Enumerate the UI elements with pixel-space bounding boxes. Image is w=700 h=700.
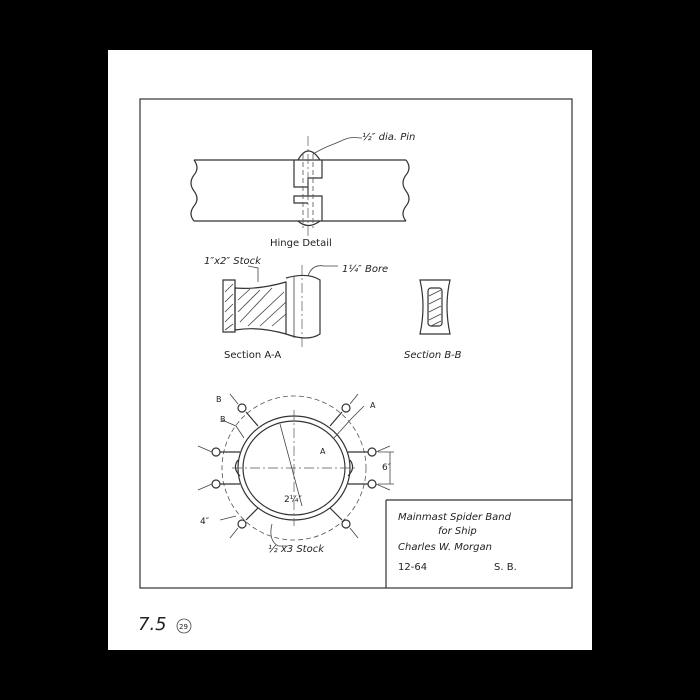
dim-arm: 4″ — [200, 517, 210, 527]
bore-label: 1¼″ Bore — [342, 264, 389, 275]
hinge-caption: Hinge Detail — [270, 238, 332, 249]
label-a-top: A — [370, 401, 376, 410]
hinge-detail — [191, 131, 415, 249]
break-line-left — [191, 160, 197, 221]
page-note-circled: 29 — [179, 623, 188, 631]
stock-label: 1″x2″ Stock — [204, 256, 261, 267]
section-bb-hatching — [429, 290, 441, 326]
band-centerlines — [232, 410, 356, 526]
section-aa-caption: Section A-A — [224, 350, 282, 361]
title-line1: Mainmast Spider Band — [398, 512, 511, 523]
bore-leader — [308, 266, 338, 276]
hinge-bar-edges — [194, 160, 406, 221]
label-a-inner: A — [320, 447, 326, 456]
section-hatching — [225, 284, 286, 330]
section-bb-caption: Section B-B — [404, 350, 462, 361]
section-bb-core — [428, 288, 442, 326]
right-hub — [286, 275, 320, 338]
spider-band — [198, 394, 394, 555]
break-line-right — [403, 160, 409, 221]
section-bb — [404, 280, 462, 361]
pin-tail — [298, 221, 320, 226]
drawing-date: 12-64 — [398, 562, 428, 573]
section-web — [235, 282, 286, 334]
ship-name: Charles W. Morgan — [398, 542, 492, 553]
page-note: 7.5 — [138, 614, 167, 635]
technical-drawing — [108, 50, 592, 650]
pin-head — [298, 151, 320, 160]
band-stock-label: ½ x3 Stock — [268, 544, 325, 555]
drafter-initials: S. B. — [494, 562, 517, 573]
dim-bore: 2¼″ — [284, 495, 302, 505]
label-b-left: B — [220, 415, 226, 424]
title-block — [386, 500, 572, 588]
bore-dim-line — [280, 424, 302, 506]
drawing-sheet — [108, 50, 592, 650]
stock-leader — [248, 266, 258, 282]
arm-dim-line — [220, 516, 236, 520]
title-line2: for Ship — [438, 526, 477, 537]
label-b-top: B — [216, 395, 222, 404]
dim-height: 6″ — [382, 463, 392, 473]
pin-label: ½″ dia. Pin — [362, 132, 416, 143]
pin-leader — [313, 138, 362, 155]
section-aa — [204, 256, 388, 361]
stock-leader-2 — [271, 524, 288, 546]
